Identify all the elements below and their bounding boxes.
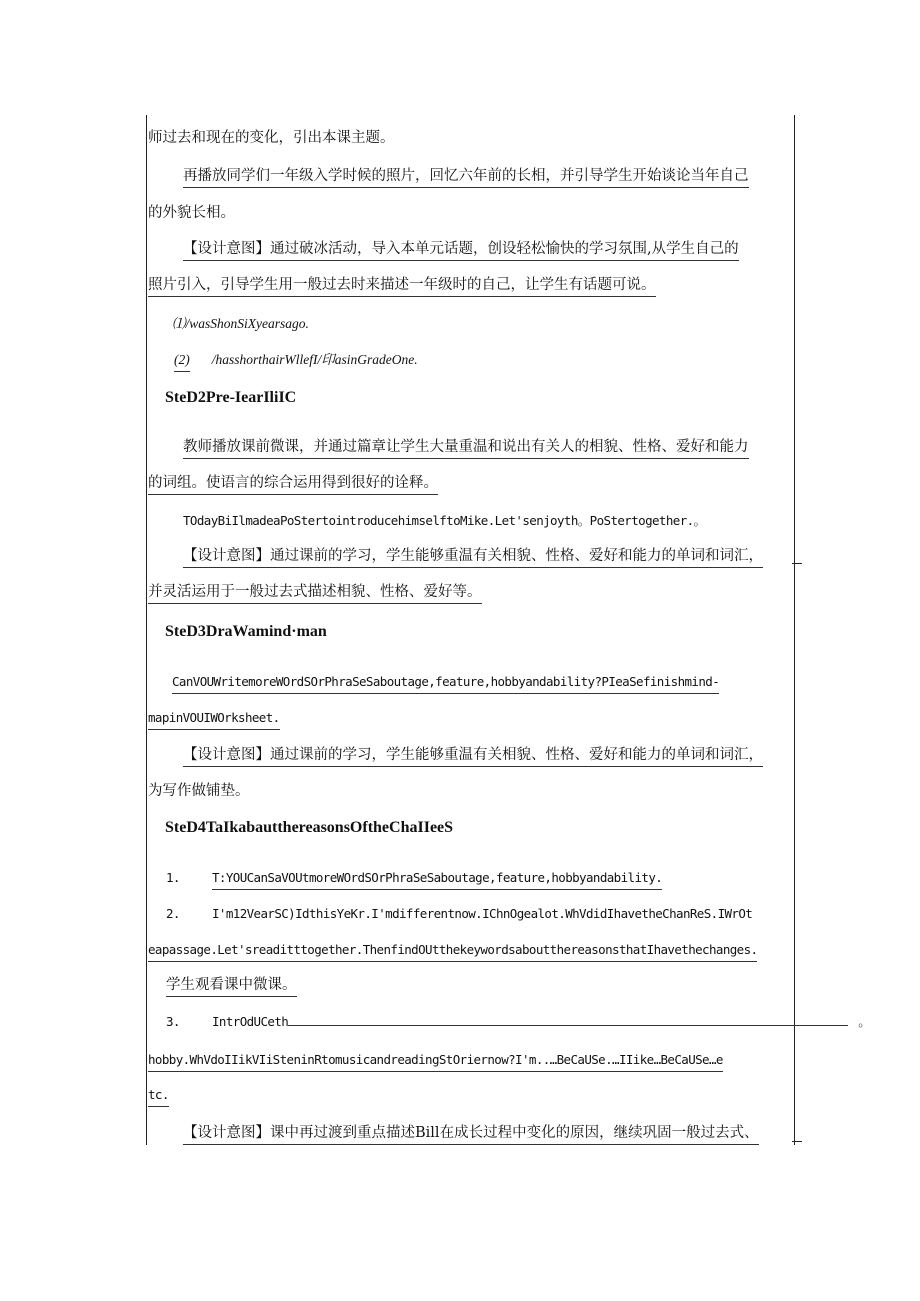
design-intent-line: 【设计意图】课中再过渡到重点描述Bill在成长过程中变化的原因，继续巩固一般过去式、: [183, 1123, 792, 1145]
paragraph-line: 并灵活运用于一般过去式描述相貌、性格、爱好等。: [148, 582, 792, 604]
design-intent-line: 【设计意图】通过课前的学习，学生能够重温有关相貌、性格、爱好和能力的单词和词汇，: [183, 745, 792, 767]
rule-tick: [792, 1141, 802, 1142]
paragraph-line: 再播放同学们一年级入学时候的照片，回忆六年前的长相，并引导学生开始谈论当年自己: [183, 166, 792, 188]
numbered-item-2-cont: eapassage.Let'sreaditttogether.ThenfindOUtthekeywordsaboutthereasonsthatIhavethechanges.: [148, 940, 792, 962]
numbered-item-3-cont: hobby.WhVdoIIikVIiSteninRtomusicandreadingStOriernow?I'm..…BeCaUSe.…IIike…BeCaUSe…e: [148, 1050, 792, 1072]
table-left-border: [146, 115, 147, 1145]
english-task-line: CanVOUWritemoreWOrdSOrPhraSeSaboutage,feature,hobbyandability?PIeaSefinishmind-: [172, 672, 792, 694]
numbered-item-1: 1. T:YOUCanSaVOUtmoreWOrdSOrPhraSeSaboutage,feature,hobbyandability.: [166, 868, 810, 890]
paragraph-line: 学生观看课中微课。: [166, 975, 792, 997]
example-sentence-2: (2) /hasshorthairWllefI/印asinGradeOne.: [174, 350, 818, 372]
fill-in-blank-rule: [288, 1025, 848, 1026]
paragraph-line: 照片引入，引导学生用一般过去时来描述一年级时的自己，让学生有话题可说。: [148, 275, 792, 297]
english-task-line: mapinVOUIWOrksheet.: [148, 708, 792, 730]
paragraph-line: 教师播放课前微课，并通过篇章让学生大量重温和说出有关人的相貌、性格、爱好和能力: [183, 437, 792, 459]
paragraph-line: 的外貌长相。: [148, 205, 235, 221]
paragraph-line: 的词组。使语言的综合运用得到很好的诠释。: [148, 473, 792, 495]
rule-tick: [792, 563, 802, 564]
paragraph-line: 为写作做铺垫。: [148, 783, 250, 799]
step-2-heading: SteD2Pre-IearIliIC: [165, 389, 297, 406]
english-passage-line: TOdayBiIlmadeaPoStertointroducehimselftoMike.Let'senjoyth。PoStertogether.。: [183, 513, 706, 528]
step-4-heading: SteD4TaIkabautthereasonsOftheChaIIeeS: [165, 819, 454, 836]
example-sentence-1: ⑴/wasShonSiXyearsago.: [172, 316, 309, 331]
design-intent-line: 【设计意图】通过课前的学习，学生能够重温有关相貌、性格、爱好和能力的单词和词汇，: [183, 546, 792, 568]
numbered-item-3: 3. IntrOdUCeth 。: [166, 1014, 871, 1029]
numbered-item-3-cont: tc.: [148, 1085, 792, 1107]
step-3-heading: SteD3DraWamind·man: [165, 623, 327, 640]
numbered-item-2: 2. I'm12VearSC)IdthisYeKr.I'mdifferentnow.IChnOgealot.WhVdidIhavetheChanReS.IWrOt: [166, 906, 753, 921]
paragraph-line: 师过去和现在的变化，引出本课主题。: [148, 130, 395, 146]
design-intent-line: 【设计意图】通过破冰活动，导入本单元话题，创设轻松愉快的学习氛围,从学生自己的: [183, 239, 792, 261]
